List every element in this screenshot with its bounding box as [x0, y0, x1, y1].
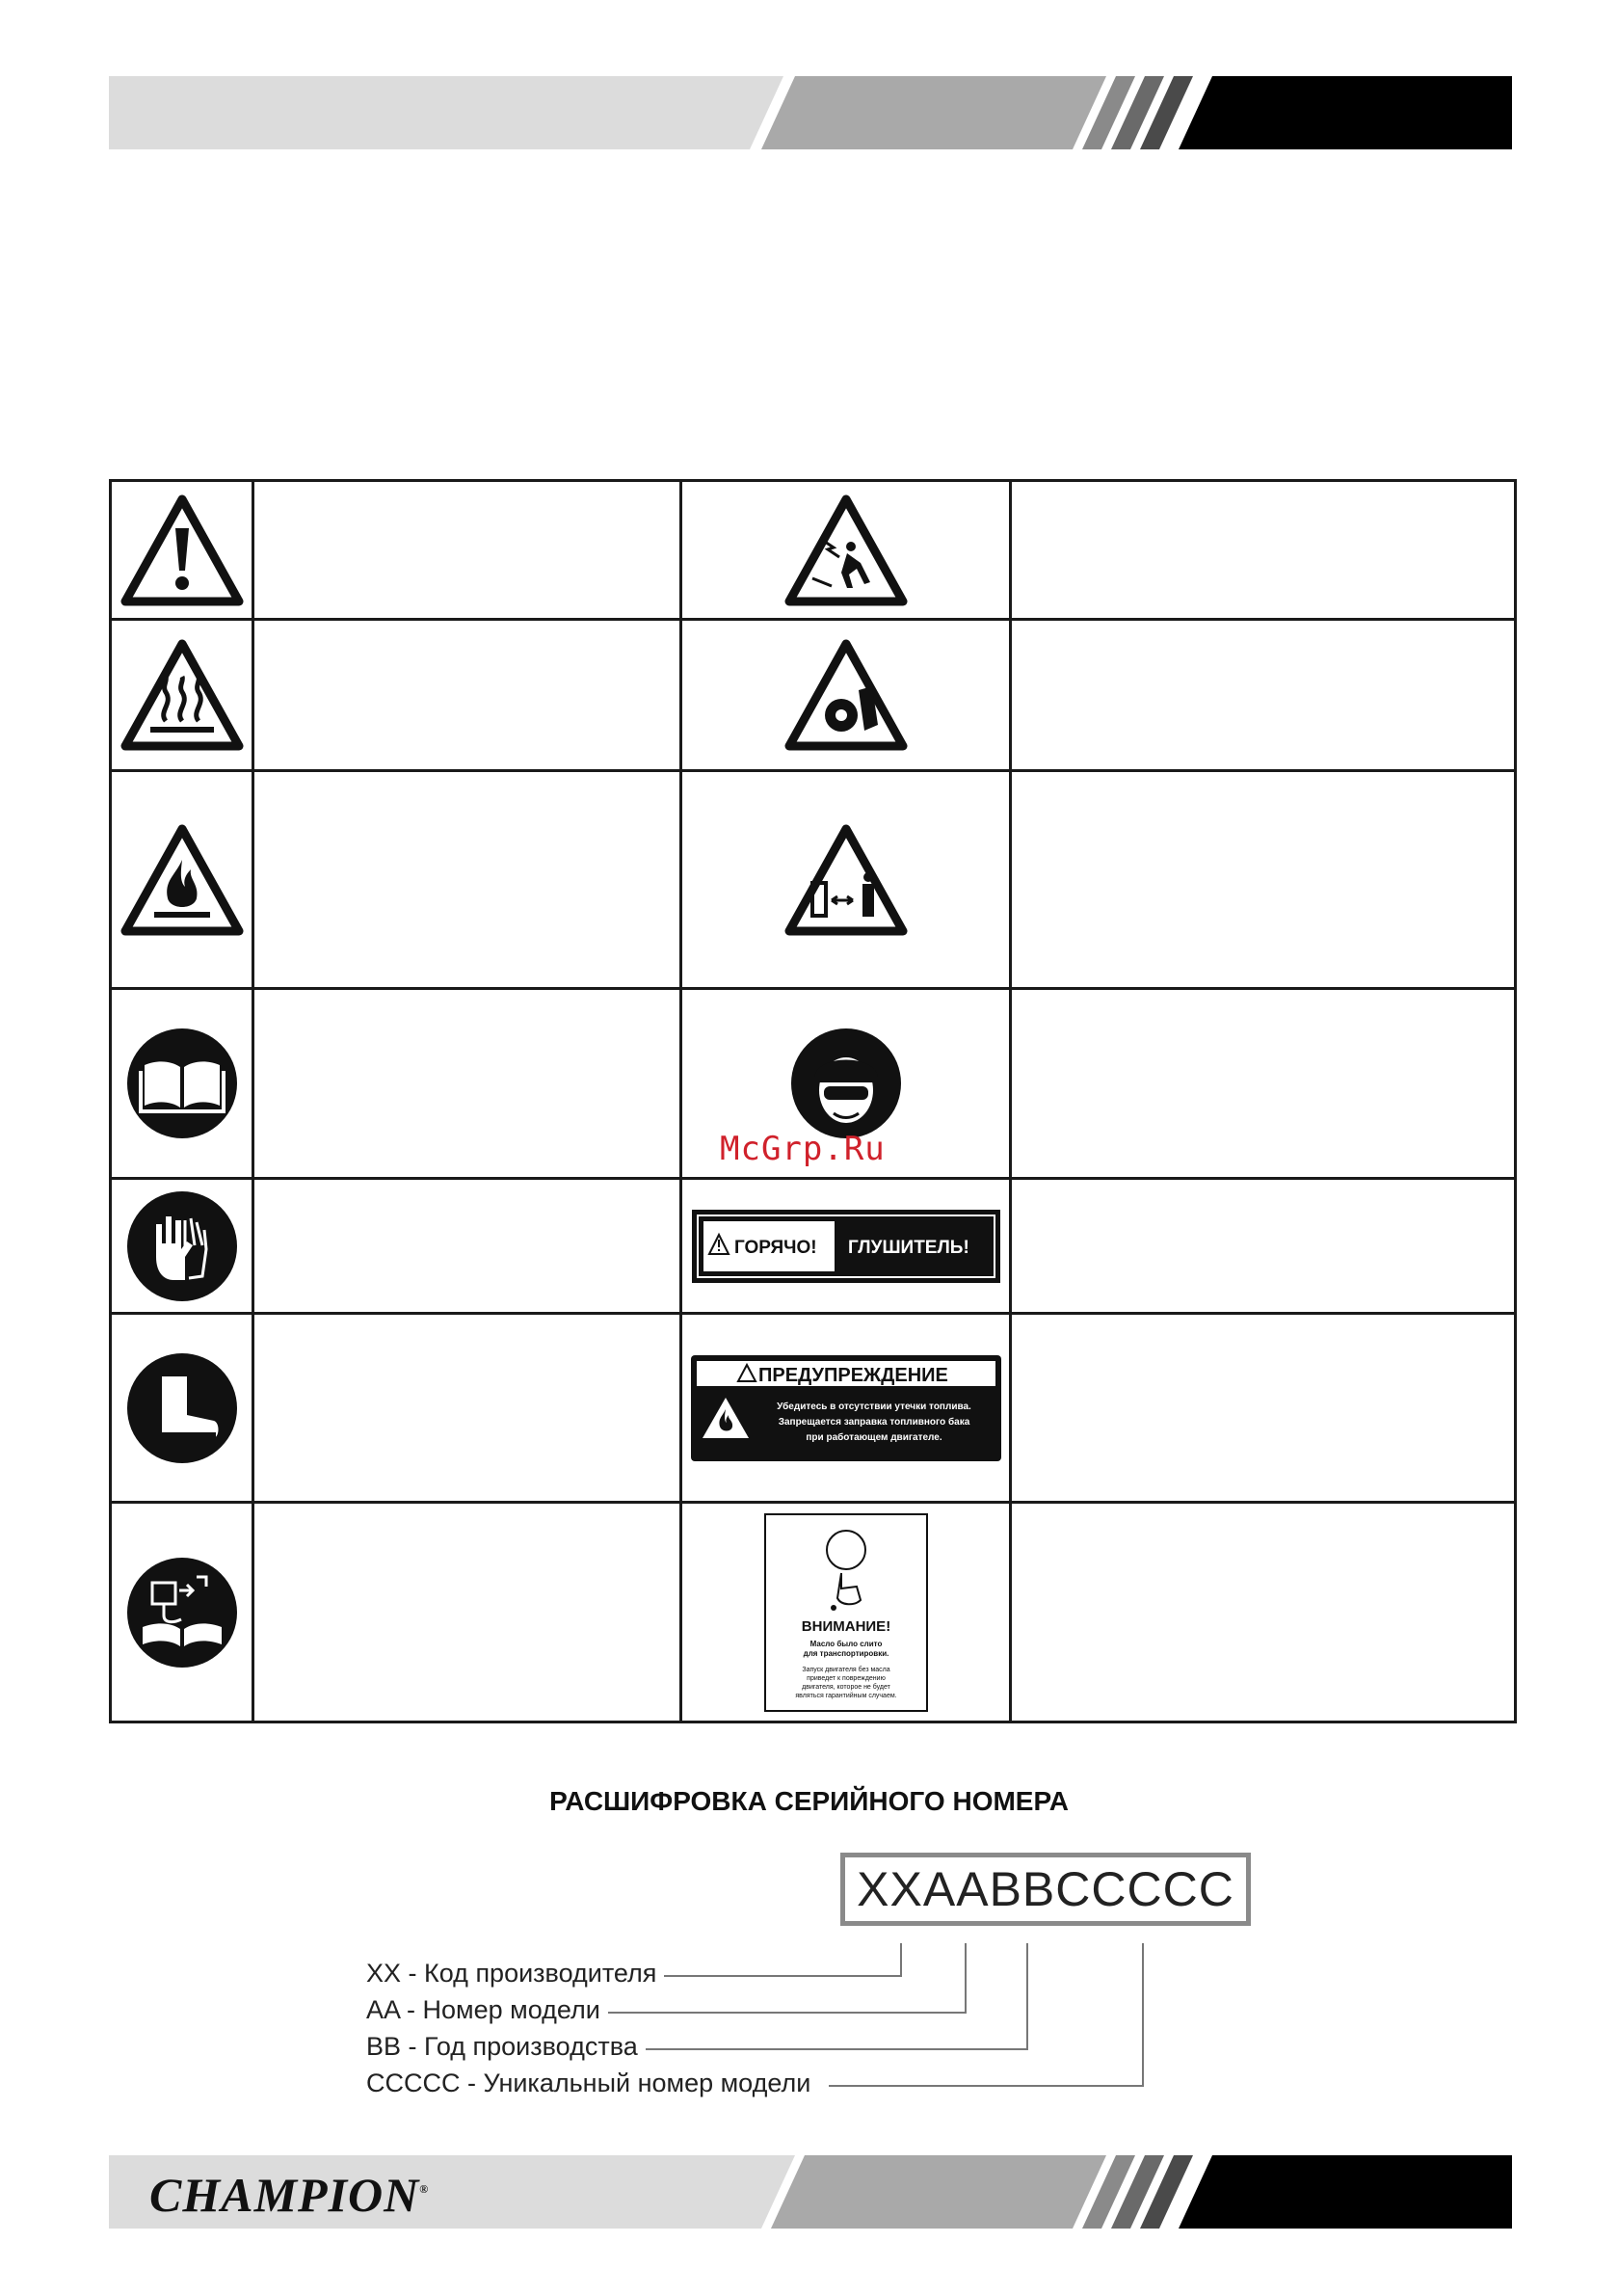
warning-line-3: при работающем двигателе. — [805, 1431, 942, 1443]
attention-line-2: для транспортировки. — [803, 1648, 889, 1658]
serial-legend-item: AA - Номер модели — [366, 1995, 608, 2025]
serial-legend-item: XX - Код производителя — [366, 1959, 664, 1989]
muffler-label-text: ГЛУШИТЕЛЬ! — [847, 1237, 969, 1258]
hot-label-text: ГОРЯЧО! — [733, 1237, 817, 1258]
serial-section-title: РАСШИФРОВКА СЕРИЙНОГО НОМЕРА — [549, 1786, 1069, 1816]
attention-title-text: ВНИМАНИЕ! — [801, 1617, 890, 1635]
warning-line-1: Убедитесь в отсутствии утечки топлива. — [776, 1401, 971, 1412]
attention-line-3: Запуск двигателя без масла — [801, 1666, 890, 1673]
attention-line-5: двигателя, которое не будет — [801, 1683, 890, 1691]
champion-logo: CHAMPION® — [149, 2168, 430, 2222]
watermark-text: McGrp.Ru — [720, 1130, 886, 1168]
serial-number-box: XXAABBCCCCC — [840, 1853, 1251, 1926]
serial-legend-item: BB - Год производства — [366, 2032, 646, 2062]
attention-line-1: Масло было слито — [809, 1639, 882, 1648]
attention-line-6: являться гарантийным случаем. — [794, 1692, 897, 1699]
footer-banner — [109, 2155, 1512, 2229]
serial-legend-item: CCCCC - Уникальный номер модели — [366, 2069, 818, 2098]
attention-line-4: приведет к повреждению — [806, 1674, 886, 1682]
warning-line-2: Запрещается заправка топливного бака — [778, 1416, 969, 1428]
warning-title-text: ПРЕДУПРЕЖДЕНИЕ — [757, 1364, 948, 1386]
